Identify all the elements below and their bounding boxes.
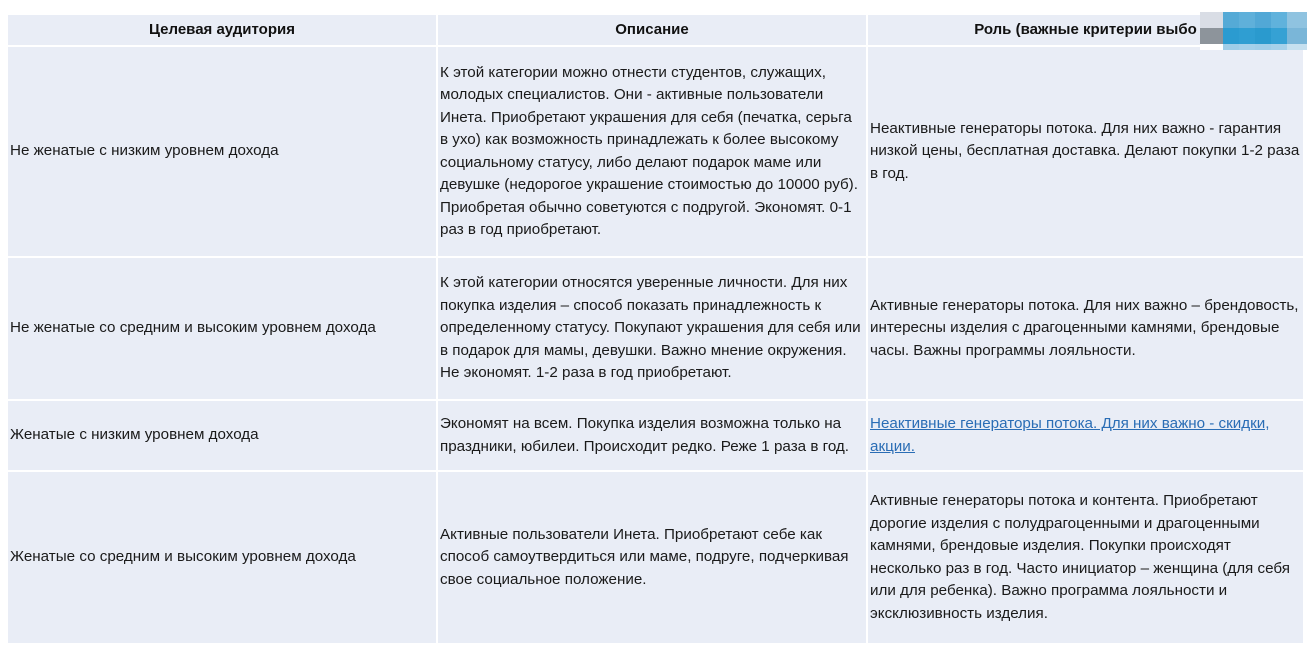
- header-target-audience: Целевая аудитория: [7, 14, 437, 46]
- pixel-block: [1223, 28, 1239, 44]
- role-link[interactable]: Неактивные генераторы потока. Для них важно - скидки, акции.: [870, 415, 1270, 455]
- pixel-block: [1255, 12, 1271, 28]
- role-cell: Активные генераторы потока и контента. Приобретают дорогие изделия с полудрагоценными и драгоценными камнями, брендовые изделия. Покупки происходят несколько раз в год. Часто инициатор – женщина (для себя или для ребенка). Важно программа лояльности и эксклюзивность изделия.: [867, 471, 1304, 644]
- pixel-block: [1223, 12, 1239, 28]
- audience-cell: Не женатые с низким уровнем дохода: [7, 46, 437, 257]
- pixel-block: [1239, 44, 1255, 50]
- pixel-block: [1239, 12, 1255, 28]
- pixel-block: [1255, 44, 1271, 50]
- pixel-block: [1200, 12, 1223, 28]
- pixel-block: [1255, 28, 1271, 44]
- table-row: [7, 46, 1304, 257]
- pixel-block: [1287, 44, 1307, 50]
- audience-segmentation-table: [6, 13, 1305, 645]
- pixel-block: [1223, 44, 1239, 50]
- pixel-block: [1271, 28, 1287, 44]
- description-cell: Активные пользователи Инета. Приобретают себе как способ самоутвердиться или маме, подруге, подчеркивая свое социальное положение.: [437, 471, 867, 644]
- audience-cell: Женатые с низким уровнем дохода: [7, 400, 437, 471]
- table-row: [7, 400, 1304, 471]
- pixel-block: [1271, 44, 1287, 50]
- role-cell: Активные генераторы потока. Для них важно – брендовость, интересны изделия с драгоценными камнями, брендовые часы. Важны программы лояльности.: [867, 257, 1304, 400]
- pixel-block: [1271, 12, 1287, 28]
- pixel-block: [1239, 28, 1255, 44]
- description-cell: Экономят на всем. Покупка изделия возможна только на праздники, юбилеи. Происходит редко. Реже 1 раза в год.: [437, 400, 867, 471]
- pixel-block: [1287, 28, 1307, 44]
- pixel-block: [1200, 44, 1223, 50]
- role-cell: Неактивные генераторы потока. Для них важно - гарантия низкой цены, бесплатная доставка. Делают покупки 1-2 раза в год.: [867, 46, 1304, 257]
- description-cell: К этой категории можно отнести студентов, служащих, молодых специалистов. Они - активные пользователи Инета. Приобретают украшения для себя (печатка, серьга в ухо) как возможность принадлежать к более высокому социальному статусу, либо делают подарок маме или девушке (недорогое украшение стоимостью до 10000 руб). Приобретая обычно советуются с подругой. Экономят. 0-1 раз в год приобретают.: [437, 46, 867, 257]
- table-row: [7, 257, 1304, 400]
- audience-cell: Не женатые со средним и высоким уровнем дохода: [7, 257, 437, 400]
- pixel-block: [1200, 28, 1223, 44]
- header-description: Описание: [437, 14, 867, 46]
- pixelated-redaction-overlay: [1200, 12, 1307, 50]
- table-header-row: [7, 14, 1304, 46]
- pixel-block: [1287, 12, 1307, 28]
- audience-cell: Женатые со средним и высоким уровнем дохода: [7, 471, 437, 644]
- table-row: [7, 471, 1304, 644]
- role-cell: [867, 400, 1304, 471]
- header-role: Роль (важные критерии выбо: [867, 14, 1304, 46]
- description-cell: К этой категории относятся уверенные личности. Для них покупка изделия – способ показать принадлежность к определенному статусу. Покупают украшения для себя или в подарок для мамы, девушки. Важно мнение окружения. Не экономят. 1-2 раза в год приобретают.: [437, 257, 867, 400]
